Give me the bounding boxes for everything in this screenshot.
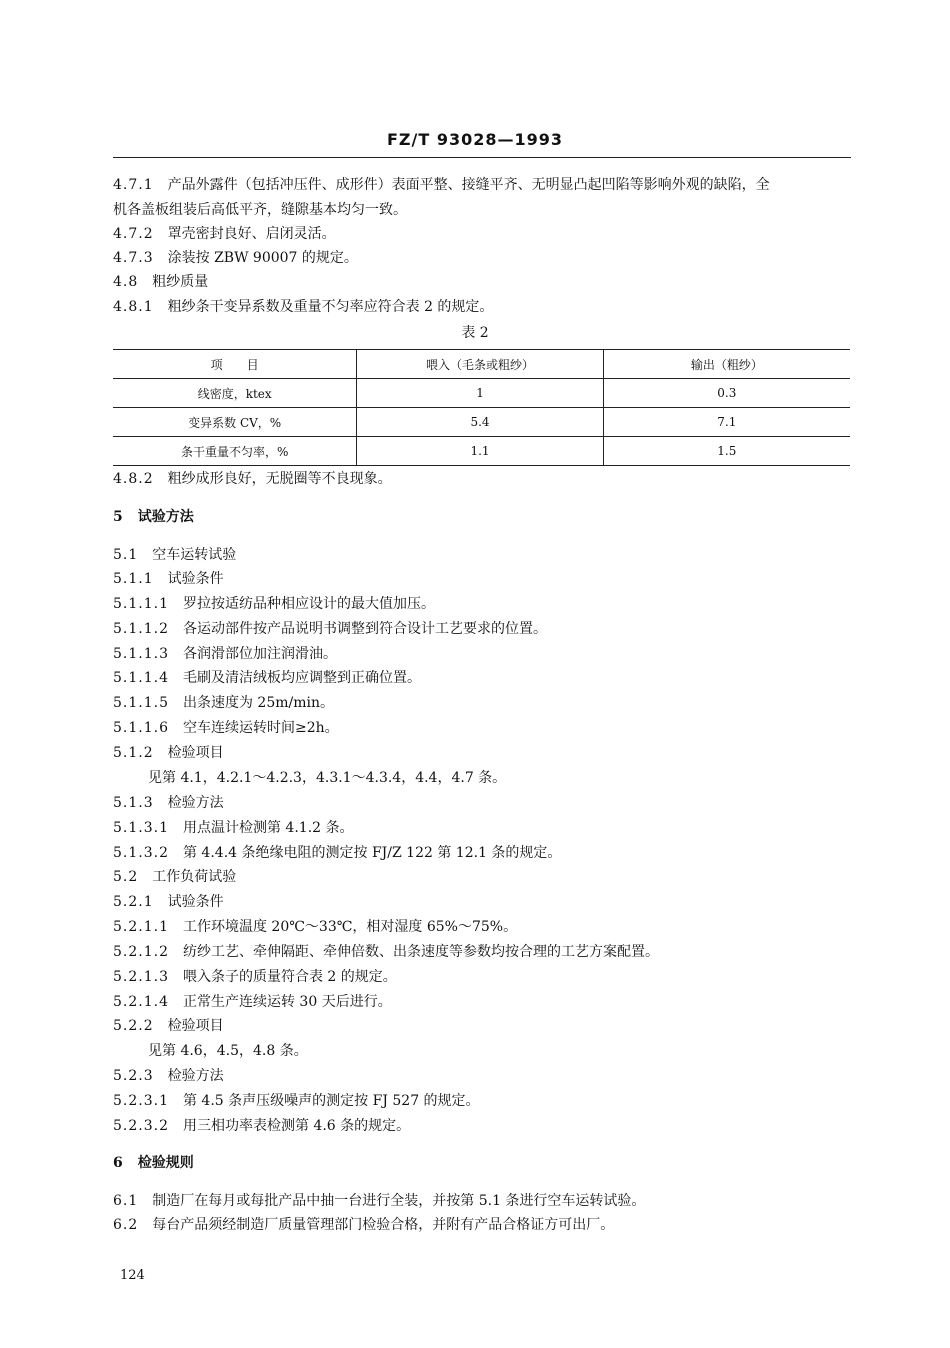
clause-text: 正常生产连续运转 30 天后进行。 — [182, 994, 392, 1010]
clause-number: 5.2.3.1 — [113, 1093, 169, 1109]
clause-5-1-3-2 — [113, 844, 561, 862]
table-cell: 线密度，ktex — [113, 379, 357, 408]
clause-number: 5.2.3.2 — [113, 1118, 169, 1134]
clause-4-8-1 — [113, 298, 493, 316]
clause-number: 5.2.1.1 — [113, 919, 169, 935]
clause-number: 5.2.3 — [113, 1068, 154, 1084]
table-header-cell: 输出（粗纱） — [603, 350, 850, 379]
clause-text: 工作负荷试验 — [152, 869, 237, 885]
table-row — [113, 408, 850, 437]
clause-text: 工作环境温度 20℃～33℃，相对湿度 65%～75%。 — [182, 919, 518, 935]
clause-number: 5.1.1.6 — [113, 720, 169, 736]
clause-text: 检验项目 — [167, 1018, 224, 1034]
clause-5-2-2-detail: 见第 4.6，4.5，4.8 条。 — [148, 1043, 308, 1059]
clause-number: 5.1.1.2 — [113, 621, 169, 637]
clause-number: 5.1.1 — [113, 571, 154, 587]
clause-text: 空车连续运转时间≥2h。 — [182, 720, 339, 736]
clause-number: 5.2.2 — [113, 1018, 154, 1034]
clause-5-1-1-3 — [113, 645, 337, 663]
clause-text: 各润滑部位加注润滑油。 — [182, 646, 337, 662]
table-cell: 1 — [357, 379, 603, 408]
clause-text: 罗拉按适纺品种相应设计的最大值加压。 — [182, 596, 435, 612]
clause-text: 喂入条子的质量符合表 2 的规定。 — [182, 969, 397, 985]
table-cell: 0.3 — [603, 379, 850, 408]
clause-text: 检验方法 — [167, 795, 224, 811]
clause-text: 粗纱条干变异系数及重量不匀率应符合表 2 的规定。 — [167, 299, 494, 315]
clause-5-2-1-2 — [113, 943, 659, 961]
clause-text: 用点温计检测第 4.1.2 条。 — [182, 820, 354, 836]
clause-5-2-3 — [113, 1067, 224, 1085]
clause-text: 粗纱质量 — [152, 274, 209, 290]
clause-6-1 — [113, 1192, 645, 1210]
clause-6-2 — [113, 1216, 614, 1234]
clause-number: 5.1.3.1 — [113, 820, 169, 836]
table-header-cell: 喂入（毛条或粗纱） — [357, 350, 603, 379]
table-cell: 条干重量不匀率，% — [113, 437, 357, 466]
table-cell: 1.1 — [357, 437, 603, 466]
clause-5-1-1 — [113, 570, 224, 588]
clause-text: 产品外露件（包括冲压件、成形件）表面平整、接缝平齐、无明显凸起凹陷等影响外观的缺陷，全 — [167, 177, 770, 193]
table-cell: 1.5 — [603, 437, 850, 466]
clause-5-1-1-4 — [113, 669, 421, 687]
clause-text: 毛刷及清洁绒板均应调整到正确位置。 — [182, 670, 421, 686]
clause-number: 4.8 — [113, 274, 139, 290]
clause-text: 检验方法 — [167, 1068, 224, 1084]
clause-text: 检验项目 — [167, 745, 224, 761]
table-2 — [113, 349, 850, 466]
clause-text: 涂装按 ZBW 90007 的规定。 — [167, 250, 358, 266]
clause-number: 4.8.2 — [113, 471, 154, 487]
table-header-row — [113, 350, 850, 379]
clause-number: 5.1.3 — [113, 795, 154, 811]
clause-text: 罩壳密封良好、启闭灵活。 — [167, 226, 336, 242]
clause-4-7-3 — [113, 249, 358, 267]
clause-text: 第 4.4.4 条绝缘电阻的测定按 FJ/Z 122 第 12.1 条的规定。 — [182, 845, 562, 861]
clause-number: 5.2.1.2 — [113, 944, 169, 960]
clause-5-2-3-2 — [113, 1117, 410, 1135]
clause-number: 6.1 — [113, 1193, 139, 1209]
clause-5-1-1-6 — [113, 719, 339, 737]
clause-4-8-2 — [113, 470, 392, 488]
clause-5-1-1-1 — [113, 595, 435, 613]
clause-text: 空车运转试验 — [152, 547, 237, 563]
clause-text: 各运动部件按产品说明书调整到符合设计工艺要求的位置。 — [182, 621, 547, 637]
clause-number: 5.1.2 — [113, 745, 154, 761]
section-title: 试验方法 — [137, 509, 194, 525]
clause-5-1-1-2 — [113, 620, 547, 638]
clause-5-1-3-1 — [113, 819, 354, 837]
clause-number: 5.1.1.3 — [113, 646, 169, 662]
clause-number: 5.1.1.5 — [113, 695, 169, 711]
clause-4-8 — [113, 273, 208, 291]
table-row — [113, 437, 850, 466]
clause-number: 4.7.2 — [113, 226, 154, 242]
clause-text: 出条速度为 25m/min。 — [182, 695, 335, 711]
clause-5-1-2-detail: 见第 4.1，4.2.1～4.2.3，4.3.1～4.3.4，4.4，4.7 条。 — [148, 770, 507, 786]
clause-text: 试验条件 — [167, 894, 224, 910]
section-6-heading — [113, 1154, 194, 1172]
clause-4-7-1-line1 — [113, 176, 770, 194]
section-5-heading — [113, 508, 194, 526]
clause-number: 5.1.3.2 — [113, 845, 169, 861]
clause-5-1-2 — [113, 744, 224, 762]
table-2-caption: 表 2 — [461, 325, 489, 341]
clause-4-7-2 — [113, 225, 336, 243]
clause-number: 5.1.1.1 — [113, 596, 169, 612]
table-cell: 7.1 — [603, 408, 850, 437]
clause-text: 用三相功率表检测第 4.6 条的规定。 — [182, 1118, 411, 1134]
clause-number: 6.2 — [113, 1217, 139, 1233]
clause-number: 5.2.1 — [113, 894, 154, 910]
clause-number: 5.2.1.4 — [113, 994, 169, 1010]
section-title: 检验规则 — [137, 1155, 194, 1171]
clause-5-2-1-1 — [113, 918, 517, 936]
standard-number-header: FZ/T 93028—1993 — [386, 130, 564, 149]
header-rule — [113, 157, 851, 158]
table-header-cell: 项 目 — [113, 350, 357, 379]
clause-text: 第 4.5 条声压级噪声的测定按 FJ 527 的规定。 — [182, 1093, 480, 1109]
section-number: 5 — [113, 509, 124, 525]
clause-number: 5.1.1.4 — [113, 670, 169, 686]
clause-5-2-3-1 — [113, 1092, 480, 1110]
clause-text: 纺纱工艺、牵伸隔距、牵伸倍数、出条速度等参数均按合理的工艺方案配置。 — [182, 944, 659, 960]
table-cell: 变异系数 CV，% — [113, 408, 357, 437]
clause-text: 粗纱成形良好，无脱圈等不良现象。 — [167, 471, 392, 487]
clause-text: 每台产品须经制造厂质量管理部门检验合格，并附有产品合格证方可出厂。 — [152, 1217, 615, 1233]
clause-5-2-1-3 — [113, 968, 397, 986]
clause-number: 5.2.1.3 — [113, 969, 169, 985]
clause-text: 制造厂在每月或每批产品中抽一台进行全装，并按第 5.1 条进行空车运转试验。 — [152, 1193, 646, 1209]
table-cell: 5.4 — [357, 408, 603, 437]
table-row — [113, 379, 850, 408]
clause-5-1-3 — [113, 794, 224, 812]
clause-5-1-1-5 — [113, 694, 334, 712]
clause-number: 5.2 — [113, 869, 139, 885]
clause-5-2-2 — [113, 1017, 224, 1035]
clause-5-2-1-4 — [113, 993, 392, 1011]
page-number: 124 — [120, 1268, 145, 1283]
clause-5-2 — [113, 868, 236, 886]
clause-5-1 — [113, 546, 236, 564]
clause-5-2-1 — [113, 893, 224, 911]
clause-number: 4.8.1 — [113, 299, 154, 315]
clause-text: 试验条件 — [167, 571, 224, 587]
section-number: 6 — [113, 1155, 124, 1171]
clause-4-7-1-line2: 机各盖板组装后高低平齐，缝隙基本均匀一致。 — [113, 202, 407, 218]
clause-number: 4.7.1 — [113, 177, 154, 193]
clause-number: 5.1 — [113, 547, 139, 563]
clause-number: 4.7.3 — [113, 250, 154, 266]
